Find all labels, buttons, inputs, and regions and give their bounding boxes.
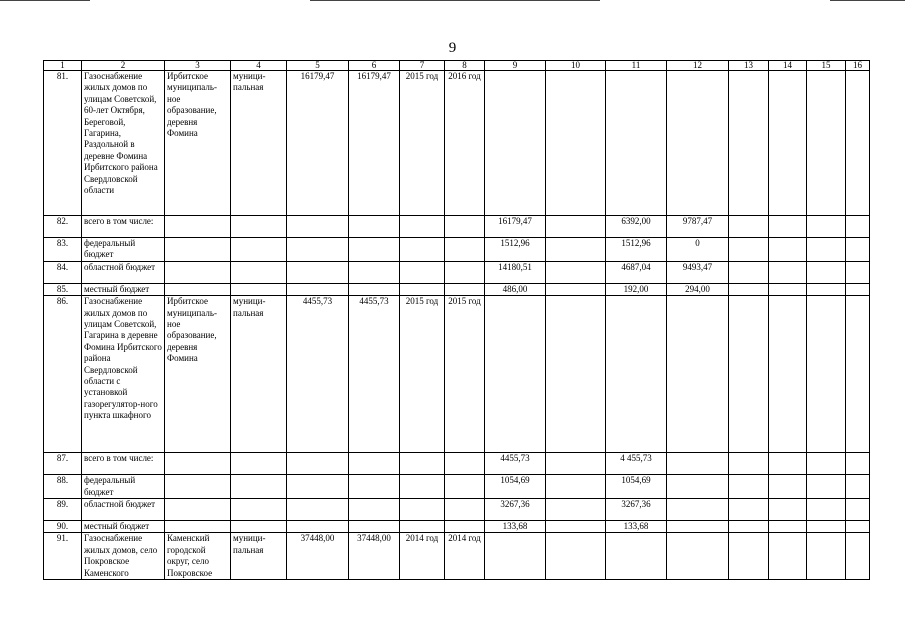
cell-col-5	[287, 283, 349, 295]
cell-col-5	[287, 261, 349, 283]
cell-col-3	[165, 499, 231, 521]
cell-col-15	[807, 453, 846, 475]
cell-col-15	[807, 296, 846, 453]
cell-col-7	[400, 216, 445, 238]
cell-col-14	[769, 238, 807, 262]
cell-col-4	[231, 521, 287, 533]
column-header-10: 10	[546, 61, 606, 71]
cell-col-10	[546, 296, 606, 453]
cell-col-2: всего в том числе:	[82, 216, 165, 238]
cell-col-8	[445, 499, 485, 521]
cell-col-10	[546, 283, 606, 295]
cell-col-10	[546, 238, 606, 262]
cell-col-15	[807, 521, 846, 533]
cell-col-3	[165, 475, 231, 499]
cell-col-8	[445, 261, 485, 283]
cell-col-7	[400, 453, 445, 475]
cell-col-3	[165, 283, 231, 295]
cell-col-3	[165, 261, 231, 283]
cell-col-1: 86.	[44, 296, 82, 453]
cell-col-1: 87.	[44, 453, 82, 475]
cell-col-4: муници-пальная	[231, 296, 287, 453]
cell-col-12	[667, 71, 729, 216]
cell-col-2: местный бюджет	[82, 521, 165, 533]
cell-col-7: 2015 год	[400, 71, 445, 216]
cell-col-14	[769, 71, 807, 216]
program-table	[43, 60, 870, 580]
cell-col-6: 4455,73	[349, 296, 400, 453]
cell-col-10	[546, 533, 606, 580]
cell-col-6	[349, 216, 400, 238]
cell-col-16	[846, 475, 870, 499]
cell-col-5	[287, 453, 349, 475]
cell-col-14	[769, 453, 807, 475]
cell-col-1: 84.	[44, 261, 82, 283]
cell-col-15	[807, 533, 846, 580]
table-row	[44, 521, 870, 533]
table-row	[44, 71, 870, 216]
cell-col-11: 192,00	[606, 283, 667, 295]
cell-col-4	[231, 238, 287, 262]
cell-col-16	[846, 296, 870, 453]
cell-col-6: 37448,00	[349, 533, 400, 580]
cell-col-8	[445, 521, 485, 533]
column-header-12: 12	[667, 61, 729, 71]
cell-col-1: 83.	[44, 238, 82, 262]
cell-col-15	[807, 216, 846, 238]
cell-col-7	[400, 521, 445, 533]
cell-col-2: Газоснабжение жилых домов по улицам Советской, 60-лет Октября, Береговой, Гагарина, Раздольной в деревне Фомина Ирбитского района Свердловской области	[82, 71, 165, 216]
cell-col-9	[485, 71, 546, 216]
cell-col-12	[667, 499, 729, 521]
cell-col-12: 294,00	[667, 283, 729, 295]
column-header-8: 8	[445, 61, 485, 71]
cell-col-7: 2014 год	[400, 533, 445, 580]
cell-col-12: 9493,47	[667, 261, 729, 283]
top-rule-right	[830, 0, 905, 1]
cell-col-15	[807, 475, 846, 499]
cell-col-12	[667, 533, 729, 580]
cell-col-11: 1512,96	[606, 238, 667, 262]
cell-col-8	[445, 238, 485, 262]
cell-col-3: Каменский городской округ, село Покровское	[165, 533, 231, 580]
table-row	[44, 475, 870, 499]
cell-col-7	[400, 283, 445, 295]
table-row	[44, 499, 870, 521]
cell-col-5	[287, 499, 349, 521]
cell-col-8: 2014 год	[445, 533, 485, 580]
cell-col-4	[231, 499, 287, 521]
cell-col-7: 2015 год	[400, 296, 445, 453]
cell-col-16	[846, 499, 870, 521]
cell-col-11: 133,68	[606, 521, 667, 533]
cell-col-7	[400, 475, 445, 499]
column-header-16: 16	[846, 61, 870, 71]
cell-col-2: областной бюджет	[82, 261, 165, 283]
table-row	[44, 238, 870, 262]
cell-col-1: 90.	[44, 521, 82, 533]
cell-col-9: 16179,47	[485, 216, 546, 238]
table-row	[44, 296, 870, 453]
column-header-5: 5	[287, 61, 349, 71]
cell-col-14	[769, 296, 807, 453]
column-header-9: 9	[485, 61, 546, 71]
cell-col-6	[349, 475, 400, 499]
cell-col-1: 91.	[44, 533, 82, 580]
cell-col-6	[349, 238, 400, 262]
cell-col-6	[349, 521, 400, 533]
cell-col-4	[231, 475, 287, 499]
column-header-14: 14	[769, 61, 807, 71]
cell-col-7	[400, 499, 445, 521]
top-rule-left	[0, 0, 90, 1]
table-row	[44, 283, 870, 295]
cell-col-10	[546, 453, 606, 475]
cell-col-5: 4455,73	[287, 296, 349, 453]
cell-col-11	[606, 71, 667, 216]
cell-col-11: 4687,04	[606, 261, 667, 283]
cell-col-4	[231, 216, 287, 238]
cell-col-7	[400, 261, 445, 283]
cell-col-8: 2016 год	[445, 71, 485, 216]
table-row	[44, 453, 870, 475]
cell-col-13	[729, 533, 769, 580]
cell-col-11: 4 455,73	[606, 453, 667, 475]
cell-col-9: 4455,73	[485, 453, 546, 475]
cell-col-5	[287, 521, 349, 533]
cell-col-14	[769, 283, 807, 295]
cell-col-4	[231, 283, 287, 295]
column-header-15: 15	[807, 61, 846, 71]
cell-col-4: муници-пальная	[231, 71, 287, 216]
column-header-6: 6	[349, 61, 400, 71]
cell-col-16	[846, 216, 870, 238]
column-header-7: 7	[400, 61, 445, 71]
cell-col-16	[846, 238, 870, 262]
cell-col-13	[729, 521, 769, 533]
cell-col-10	[546, 475, 606, 499]
cell-col-3	[165, 238, 231, 262]
cell-col-11: 6392,00	[606, 216, 667, 238]
cell-col-11	[606, 296, 667, 453]
cell-col-3: Ирбитское муниципаль-ное образование, деревня Фомина	[165, 71, 231, 216]
cell-col-13	[729, 216, 769, 238]
cell-col-8: 2015 год	[445, 296, 485, 453]
cell-col-5: 37448,00	[287, 533, 349, 580]
cell-col-10	[546, 71, 606, 216]
cell-col-1: 85.	[44, 283, 82, 295]
cell-col-14	[769, 521, 807, 533]
cell-col-4	[231, 261, 287, 283]
column-header-11: 11	[606, 61, 667, 71]
cell-col-9	[485, 533, 546, 580]
cell-col-8	[445, 283, 485, 295]
cell-col-13	[729, 475, 769, 499]
cell-col-11: 1054,69	[606, 475, 667, 499]
cell-col-4: муници-пальная	[231, 533, 287, 580]
cell-col-8	[445, 453, 485, 475]
cell-col-2: областной бюджет	[82, 499, 165, 521]
cell-col-8	[445, 216, 485, 238]
cell-col-2: местный бюджет	[82, 283, 165, 295]
cell-col-6	[349, 261, 400, 283]
cell-col-3	[165, 521, 231, 533]
cell-col-15	[807, 283, 846, 295]
cell-col-9: 3267,36	[485, 499, 546, 521]
cell-col-13	[729, 261, 769, 283]
cell-col-6	[349, 499, 400, 521]
cell-col-16	[846, 71, 870, 216]
cell-col-1: 82.	[44, 216, 82, 238]
cell-col-12	[667, 453, 729, 475]
cell-col-14	[769, 216, 807, 238]
cell-col-12: 0	[667, 238, 729, 262]
cell-col-9: 14180,51	[485, 261, 546, 283]
cell-col-13	[729, 499, 769, 521]
table-row	[44, 533, 870, 580]
cell-col-6	[349, 283, 400, 295]
cell-col-15	[807, 499, 846, 521]
cell-col-14	[769, 475, 807, 499]
cell-col-16	[846, 453, 870, 475]
cell-col-3	[165, 453, 231, 475]
cell-col-13	[729, 453, 769, 475]
cell-col-2: Газоснабжение жилых домов по улицам Советской, Гагарина в деревне Фомина Ирбитского района Свердловской области с установкой газорегулятор-ного пункта шкафного	[82, 296, 165, 453]
column-header-4: 4	[231, 61, 287, 71]
cell-col-16	[846, 521, 870, 533]
cell-col-6	[349, 453, 400, 475]
cell-col-2: федеральный бюджет	[82, 238, 165, 262]
top-rule-center	[310, 0, 600, 1]
cell-col-9: 486,00	[485, 283, 546, 295]
cell-col-2: Газоснабжение жилых домов, село Покровское Каменского	[82, 533, 165, 580]
cell-col-11: 3267,36	[606, 499, 667, 521]
column-header-3: 3	[165, 61, 231, 71]
cell-col-1: 81.	[44, 71, 82, 216]
column-header-13: 13	[729, 61, 769, 71]
cell-col-3: Ирбитское муниципаль-ное образование, деревня Фомина	[165, 296, 231, 453]
table-row	[44, 216, 870, 238]
cell-col-4	[231, 453, 287, 475]
column-header-2: 2	[82, 61, 165, 71]
cell-col-12	[667, 296, 729, 453]
cell-col-12: 9787,47	[667, 216, 729, 238]
cell-col-15	[807, 261, 846, 283]
cell-col-12	[667, 475, 729, 499]
cell-col-15	[807, 238, 846, 262]
header-row	[44, 61, 870, 71]
cell-col-10	[546, 261, 606, 283]
cell-col-7	[400, 238, 445, 262]
cell-col-9: 133,68	[485, 521, 546, 533]
cell-col-9	[485, 296, 546, 453]
cell-col-13	[729, 71, 769, 216]
cell-col-5: 16179,47	[287, 71, 349, 216]
cell-col-3	[165, 216, 231, 238]
cell-col-11	[606, 533, 667, 580]
cell-col-14	[769, 533, 807, 580]
page-number: 9	[448, 40, 457, 56]
cell-col-9: 1054,69	[485, 475, 546, 499]
cell-col-2: федеральный бюджет	[82, 475, 165, 499]
cell-col-10	[546, 216, 606, 238]
cell-col-1: 88.	[44, 475, 82, 499]
cell-col-13	[729, 238, 769, 262]
cell-col-5	[287, 238, 349, 262]
cell-col-2: всего в том числе:	[82, 453, 165, 475]
cell-col-6: 16179,47	[349, 71, 400, 216]
cell-col-16	[846, 533, 870, 580]
cell-col-10	[546, 521, 606, 533]
column-header-1: 1	[44, 61, 82, 71]
cell-col-16	[846, 261, 870, 283]
cell-col-13	[729, 296, 769, 453]
cell-col-5	[287, 475, 349, 499]
cell-col-5	[287, 216, 349, 238]
cell-col-16	[846, 283, 870, 295]
cell-col-1: 89.	[44, 499, 82, 521]
cell-col-13	[729, 283, 769, 295]
cell-col-14	[769, 499, 807, 521]
table-row	[44, 261, 870, 283]
cell-col-14	[769, 261, 807, 283]
cell-col-9: 1512,96	[485, 238, 546, 262]
cell-col-15	[807, 71, 846, 216]
cell-col-8	[445, 475, 485, 499]
cell-col-10	[546, 499, 606, 521]
cell-col-12	[667, 521, 729, 533]
